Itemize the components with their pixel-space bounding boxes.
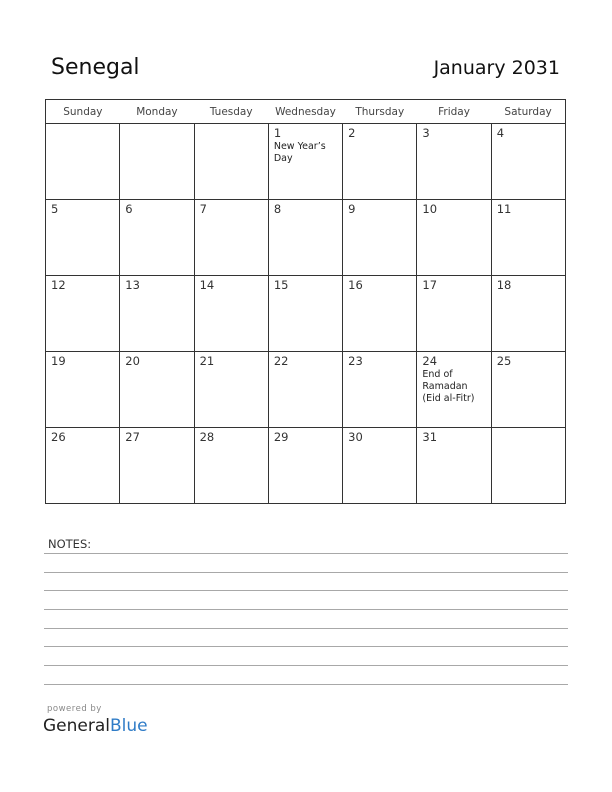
day-number: 29 [273, 430, 289, 444]
notes-line [44, 628, 568, 629]
day-cell [268, 200, 342, 276]
day-number: 11 [496, 202, 512, 216]
day-number: 16 [348, 278, 363, 292]
day-cell [46, 352, 120, 428]
day-cell [268, 352, 342, 428]
day-cell [343, 352, 417, 428]
powered-by-text: powered by [47, 704, 102, 714]
day-number: 2 [348, 126, 356, 140]
day-cell [120, 428, 194, 504]
day-cell [268, 428, 342, 504]
day-number: 23 [348, 354, 363, 368]
brand-logo-part1: General [43, 716, 110, 736]
day-cell [491, 124, 565, 200]
month-year-title: January 2031 [433, 57, 560, 79]
day-number: 21 [199, 354, 215, 368]
day-number: 17 [422, 278, 438, 292]
day-number: 7 [199, 202, 207, 216]
holiday-event: New Year’s Day [273, 141, 326, 164]
day-number: 20 [125, 354, 140, 368]
notes-line [44, 684, 568, 685]
day-number: 26 [51, 430, 66, 444]
holiday-event: End of Ramadan (Eid al-Fitr) [422, 369, 475, 404]
day-number: 31 [422, 430, 438, 444]
day-number: 28 [199, 430, 215, 444]
week-row [46, 124, 566, 200]
calendar-grid [45, 99, 566, 504]
day-cell [268, 124, 342, 200]
day-number: 4 [496, 126, 505, 140]
weekday-sunday: Sunday [46, 100, 120, 124]
day-cell [46, 124, 120, 200]
brand-logo-part2: Blue [110, 716, 148, 736]
day-cell [417, 276, 491, 352]
day-cell [120, 352, 194, 428]
weekday-monday: Monday [120, 100, 194, 124]
notes-line [44, 665, 568, 666]
notes-line [44, 553, 568, 554]
day-cell [194, 276, 268, 352]
day-number: 8 [273, 202, 282, 216]
day-cell [343, 124, 417, 200]
day-cell [268, 276, 342, 352]
day-number: 19 [51, 354, 66, 368]
day-number: 3 [422, 126, 430, 140]
brand-logo [43, 716, 148, 736]
day-cell [491, 428, 565, 504]
day-number: 5 [51, 202, 59, 216]
day-cell [343, 276, 417, 352]
day-cell [417, 124, 491, 200]
notes-line [44, 609, 568, 610]
day-cell [46, 200, 120, 276]
weekday-saturday: Saturday [491, 100, 565, 124]
day-number: 15 [273, 278, 289, 292]
day-cell [417, 352, 491, 428]
day-cell [194, 352, 268, 428]
week-row [46, 200, 566, 276]
notes-line [44, 590, 568, 591]
day-cell [343, 428, 417, 504]
day-cell [194, 200, 268, 276]
day-number: 12 [51, 278, 66, 292]
day-number: 1 [273, 126, 282, 140]
day-number: 30 [348, 430, 363, 444]
day-cell [120, 124, 194, 200]
weekday-friday: Friday [417, 100, 491, 124]
day-cell [120, 200, 194, 276]
day-number: 27 [125, 430, 140, 444]
week-row [46, 276, 566, 352]
country-title: Senegal [51, 55, 140, 80]
day-cell [194, 124, 268, 200]
day-cell [491, 276, 565, 352]
day-cell [491, 200, 565, 276]
day-cell [491, 352, 565, 428]
day-cell [46, 276, 120, 352]
day-number: 9 [348, 202, 356, 216]
day-cell [194, 428, 268, 504]
weekday-header-row [46, 100, 566, 124]
week-row [46, 352, 566, 428]
day-number: 6 [125, 202, 133, 216]
day-number: 18 [496, 278, 512, 292]
weekday-wednesday: Wednesday [268, 100, 342, 124]
day-cell [343, 200, 417, 276]
week-row [46, 428, 566, 504]
day-cell [120, 276, 194, 352]
day-cell [417, 428, 491, 504]
day-cell [417, 200, 491, 276]
day-cell [46, 428, 120, 504]
notes-line [44, 572, 568, 573]
notes-line [44, 646, 568, 647]
day-number: 22 [273, 354, 289, 368]
day-number: 24 [422, 354, 438, 368]
notes-label: NOTES: [48, 537, 92, 551]
day-number: 10 [422, 202, 438, 216]
day-number: 13 [125, 278, 140, 292]
weekday-tuesday: Tuesday [194, 100, 268, 124]
weekday-thursday: Thursday [343, 100, 417, 124]
day-number: 14 [199, 278, 215, 292]
day-number: 25 [496, 354, 512, 368]
